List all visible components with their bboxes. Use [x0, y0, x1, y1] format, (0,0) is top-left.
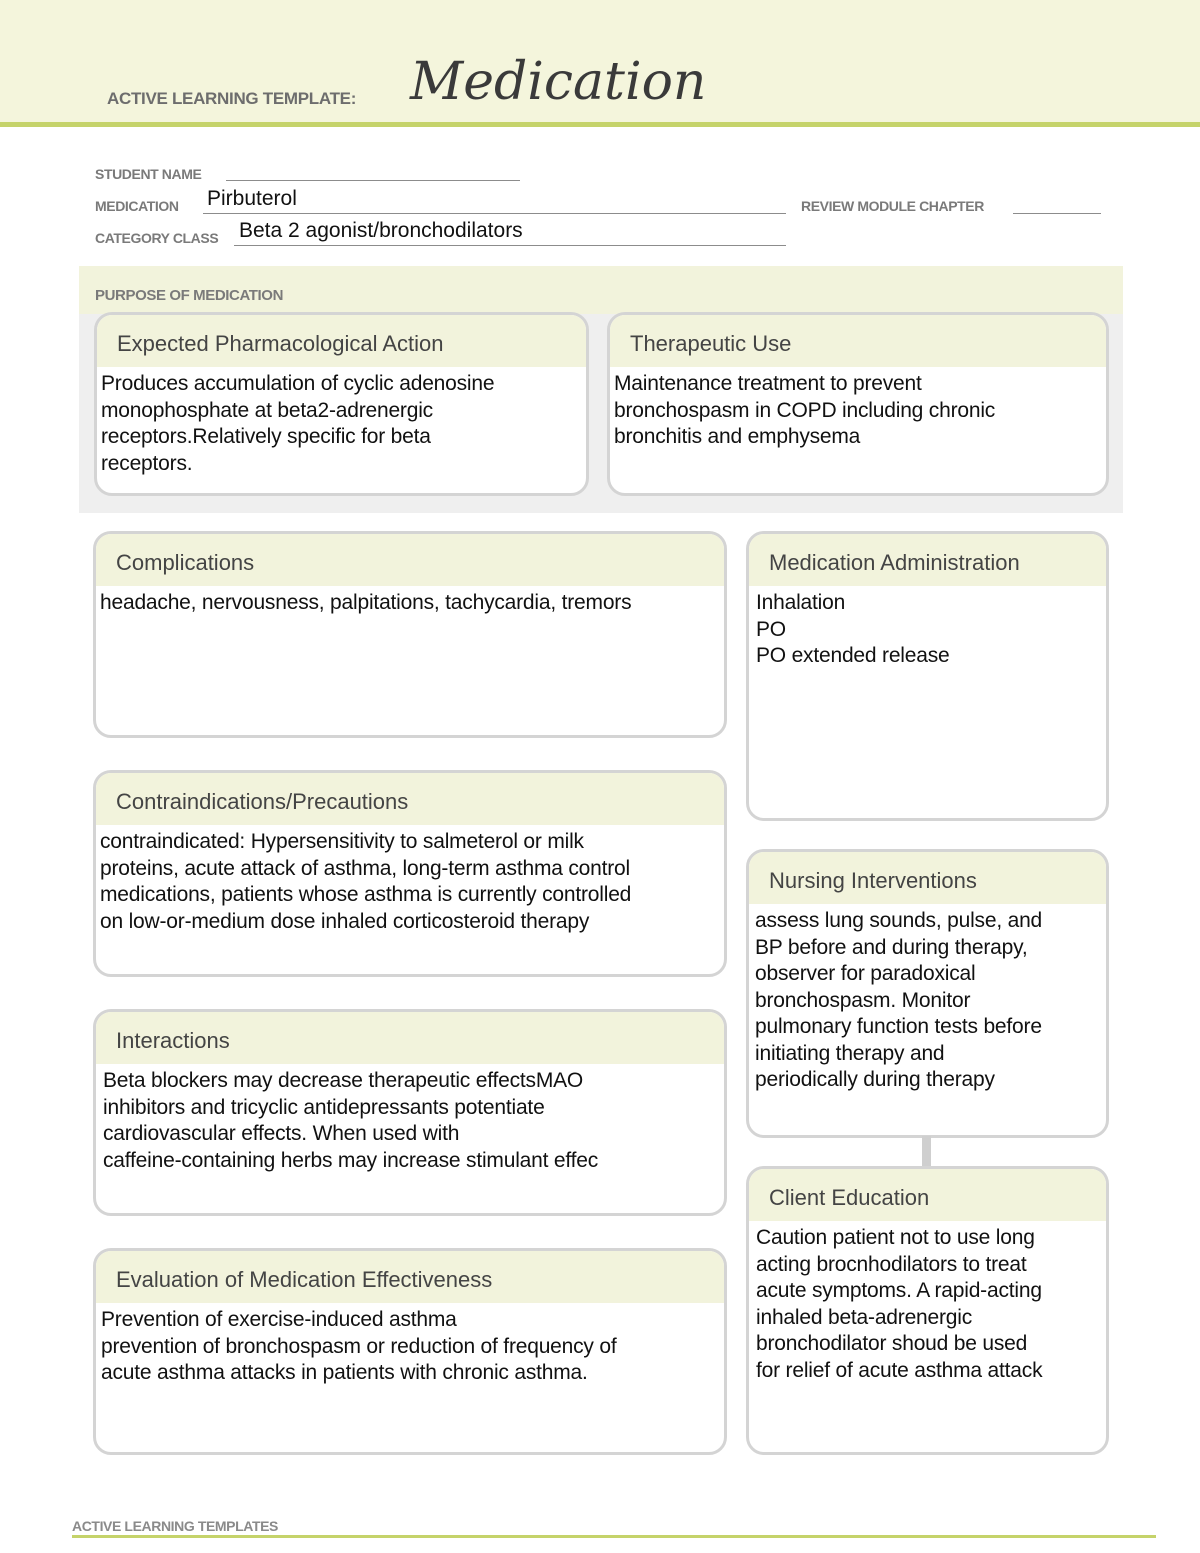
contraindications-box [93, 770, 727, 977]
interactions-box [93, 1009, 727, 1216]
expected-action-box [94, 312, 589, 496]
text-line: Maintenance treatment to prevent [614, 372, 922, 395]
complications-box [93, 531, 727, 738]
category-class-label: CATEGORY CLASS [95, 230, 219, 246]
text-line: caffeine-containing herbs may increase stimulant effec [103, 1148, 599, 1172]
medication-value: Pirbuterol [207, 187, 297, 210]
text-line: acute asthma attacks in patients with chronic asthma. [101, 1361, 588, 1384]
text-line: bronchospasm in COPD including chronic [614, 398, 996, 422]
text-line: contraindicated: Hypersensitivity to salmeterol or milk [100, 830, 584, 853]
review-module-label: REVIEW MODULE CHAPTER [801, 198, 984, 214]
expected-action-text [97, 367, 586, 477]
text-line: acting brocnhodilators to treat [756, 1252, 1027, 1276]
student-name-label: STUDENT NAME [95, 166, 202, 182]
complications-title: Complications [96, 534, 724, 586]
text-line: inhibitors and tricyclic antidepressants potentiate [103, 1095, 545, 1119]
text-line: initiating therapy and [755, 1041, 945, 1065]
text-line: periodically during therapy [755, 1068, 995, 1091]
nursing-text [749, 904, 1106, 1094]
text-line: bronchitis and emphysema [614, 425, 861, 448]
header-rule [0, 122, 1200, 127]
text-line: PO extended release [756, 644, 950, 667]
text-line: bronchodilator shoud be used [756, 1332, 1028, 1355]
text-line: proteins, acute attack of asthma, long-term asthma control [100, 856, 630, 880]
interactions-text [96, 1064, 724, 1174]
footer-label: ACTIVE LEARNING TEMPLATES [72, 1518, 278, 1534]
therapeutic-use-text [610, 367, 1106, 451]
text-line: assess lung sounds, pulse, and [755, 909, 1043, 932]
administration-text [749, 586, 1106, 670]
contraindications-text [96, 825, 724, 935]
interactions-title: Interactions [96, 1012, 724, 1064]
text-line: receptors. [101, 451, 193, 475]
text-line: prevention of bronchospasm or reduction of frequency of [101, 1334, 617, 1358]
complications-text [96, 586, 724, 617]
student-name-field[interactable] [226, 180, 520, 181]
medication-field[interactable] [203, 213, 786, 214]
text-line: headache, nervousness, palpitations, tachycardia, tremors [100, 591, 632, 614]
page-title: Medication [410, 52, 707, 112]
text-line: PO [756, 617, 786, 641]
text-line: on low-or-medium dose inhaled corticosteroid therapy [100, 909, 590, 933]
nursing-title: Nursing Interventions [749, 852, 1106, 904]
evaluation-text [96, 1303, 724, 1387]
text-line: observer for paradoxical [755, 962, 976, 985]
medication-label: MEDICATION [95, 198, 179, 214]
evaluation-box [93, 1248, 727, 1455]
education-box [746, 1166, 1109, 1455]
category-class-value: Beta 2 agonist/bronchodilators [239, 219, 523, 242]
administration-box [746, 531, 1109, 821]
text-line: Produces accumulation of cyclic adenosine [101, 372, 495, 395]
text-line: pulmonary function tests before [755, 1015, 1042, 1038]
connector [922, 1136, 931, 1166]
text-line: BP before and during therapy, [755, 935, 1028, 959]
text-line: bronchospasm. Monitor [755, 988, 971, 1012]
text-line: Caution patient not to use long [756, 1226, 1035, 1249]
category-class-field[interactable] [234, 245, 786, 246]
evaluation-title: Evaluation of Medication Effectiveness [96, 1251, 724, 1303]
purpose-label: PURPOSE OF MEDICATION [95, 287, 283, 304]
text-line: monophosphate at beta2-adrenergic [101, 398, 433, 422]
nursing-box [746, 849, 1109, 1138]
expected-action-title: Expected Pharmacological Action [97, 315, 586, 367]
education-text [749, 1221, 1106, 1384]
text-line: medications, patients whose asthma is currently controlled [100, 883, 632, 906]
text-line: inhaled beta-adrenergic [756, 1305, 973, 1329]
therapeutic-use-box [607, 312, 1109, 496]
review-module-field[interactable] [1013, 213, 1101, 214]
therapeutic-use-title: Therapeutic Use [610, 315, 1106, 367]
text-line: Prevention of exercise-induced asthma [101, 1308, 457, 1331]
template-label: ACTIVE LEARNING TEMPLATE: [107, 89, 357, 108]
text-line: Inhalation [756, 591, 846, 614]
text-line: receptors.Relatively specific for beta [101, 425, 431, 448]
text-line: for relief of acute asthma attack [756, 1358, 1043, 1382]
contraindications-title: Contraindications/Precautions [96, 773, 724, 825]
text-line: acute symptoms. A rapid-acting [756, 1279, 1042, 1302]
text-line: Beta blockers may decrease therapeutic effectsMAO [103, 1069, 584, 1092]
footer-rule [72, 1535, 1156, 1538]
administration-title: Medication Administration [749, 534, 1106, 586]
text-line: cardiovascular effects. When used with [103, 1122, 460, 1145]
education-title: Client Education [749, 1169, 1106, 1221]
